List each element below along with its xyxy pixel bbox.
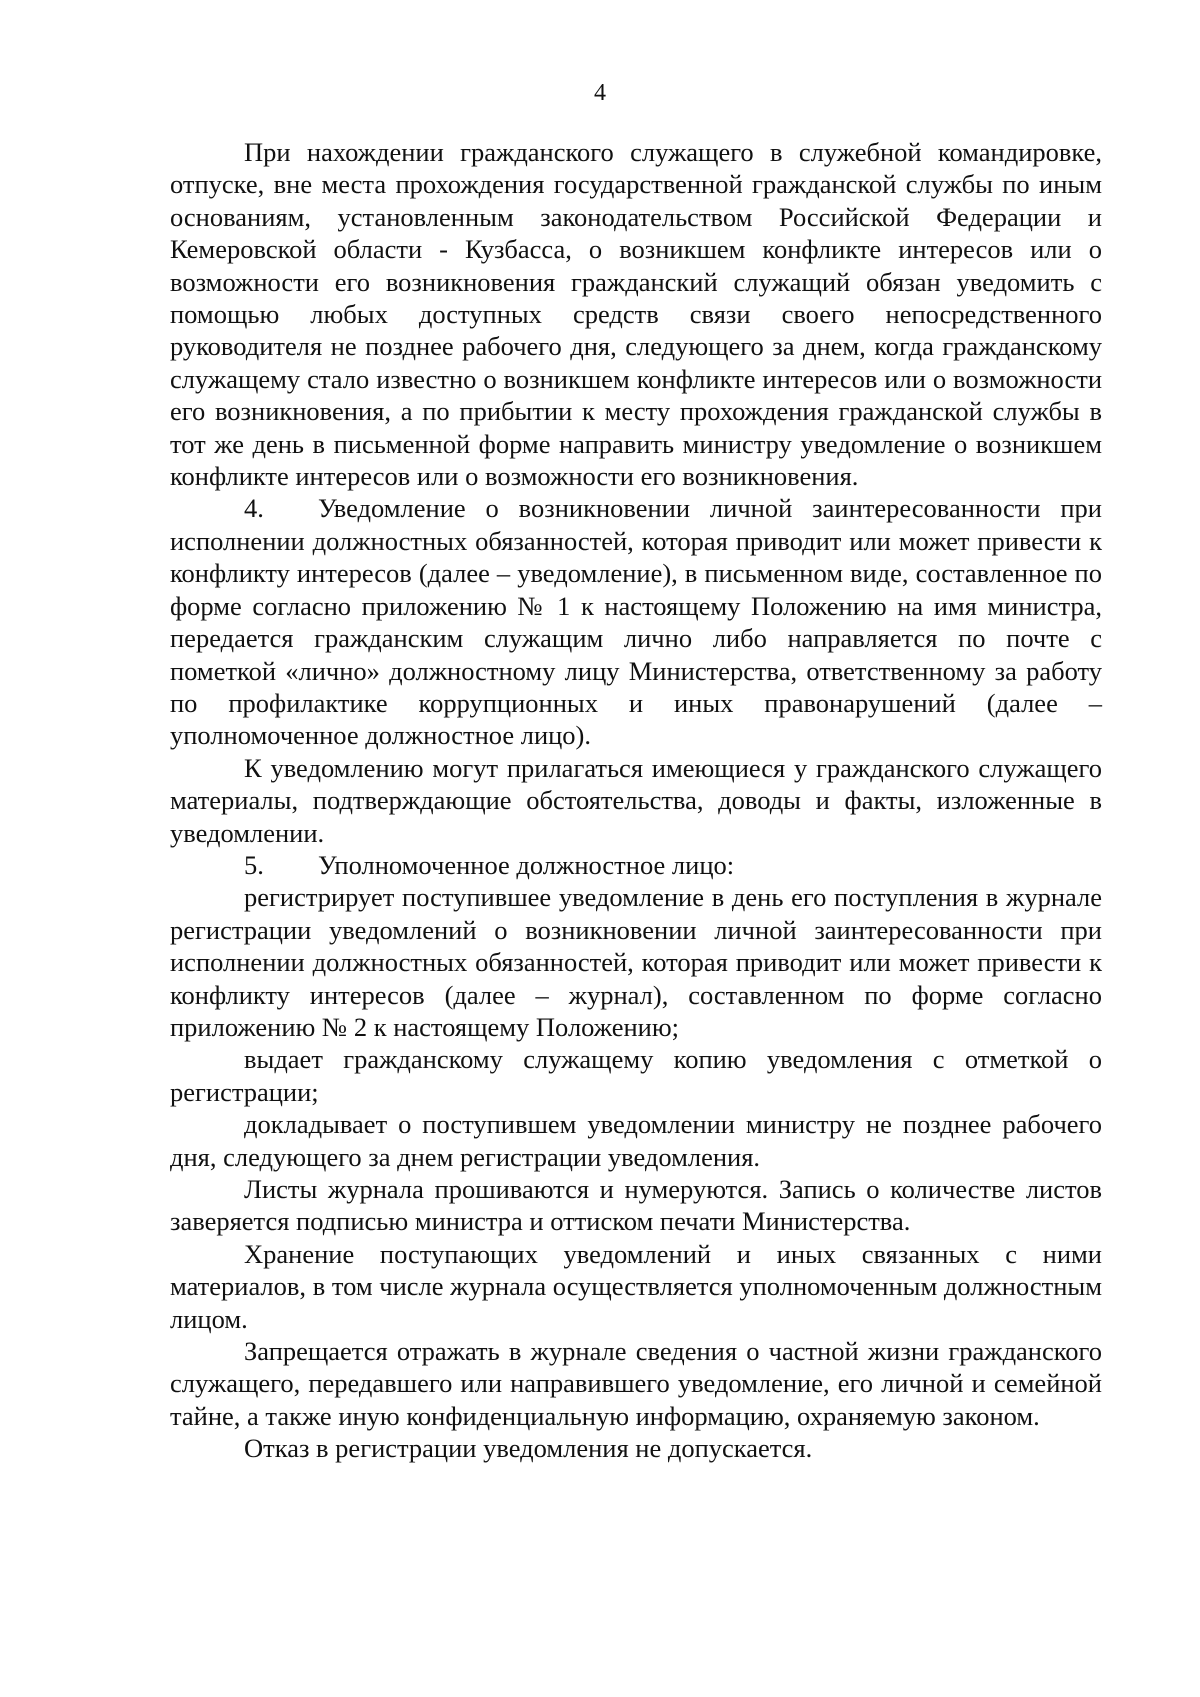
paragraph-journal-sheets: Листы журнала прошиваются и нумеруются. Запись о количестве листов заверяется подписью министра и оттиском печати Министерства. — [170, 1174, 1102, 1237]
paragraph-attachments: К уведомлению могут прилагаться имеющиеся у гражданского служащего материалы, подтверждающие обстоятельства, доводы и факты, изложенные в уведомлении. — [170, 752, 1102, 848]
document-body — [170, 136, 1102, 1465]
page-number: 4 — [594, 80, 606, 106]
paragraph-registers: регистрирует поступившее уведомление в день его поступления в журнале регистрации уведомлений о возникновении личной заинтересованности при исполнении должностных обязанностей, которая приводит или может привести к конфликту интересов (далее – журнал), составленном по форме согласно приложению № 2 к настоящему Положению; — [170, 882, 1102, 1042]
paragraph-text: Уведомление о возникновении личной заинтересованности при исполнении должностных обязанностей, которая приводит или может привести к конфликту интересов (далее – уведомление), в письменном виде, составленное по форме согласно приложению № 1 к настоящему Положению на имя министра, передается гражданским служащим лично либо направляется по почте с пометкой «лично» должностному лицу Министерства, ответственному за работу по профилактике коррупционных и иных правонарушений (далее – уполномоченное должностное лицо). — [170, 493, 1102, 751]
paragraph-text: Уполномоченное должностное лицо: — [318, 849, 735, 880]
item-number: 5. — [244, 849, 264, 880]
paragraph-issues-copy: выдает гражданскому служащему копию уведомления с отметкой о регистрации; — [170, 1044, 1102, 1107]
item-number: 4. — [244, 493, 264, 524]
paragraph-reports: докладывает о поступившем уведомлении министру не позднее рабочего дня, следующего за днем регистрации уведомления. — [170, 1109, 1102, 1172]
paragraph-item-5 — [170, 849, 1102, 881]
paragraph-no-refusal: Отказ в регистрации уведомления не допускается. — [244, 1433, 813, 1464]
paragraph-travel-notification: При нахождении гражданского служащего в служебной командировке, отпуске, вне места прохождения государственной гражданской службы по иным основаниям, установленным законодательством Российской Федерации и Кемеровской области - Кузбасса, о возникшем конфликте интересов или о возможности его возникновения гражданский служащий обязан уведомить с помощью любых доступных средств связи своего непосредственного руководителя не позднее рабочего дня, следующего за днем, когда гражданскому служащему стало известно о возникшем конфликте интересов или о возможности его возникновения, а по прибытии к месту прохождения гражданской службы в тот же день в письменной форме направить министру уведомление о возникшем конфликте интересов или о возможности его возникновения. — [170, 137, 1102, 492]
paragraph-item-4 — [170, 492, 1102, 751]
paragraph-storage: Хранение поступающих уведомлений и иных связанных с ними материалов, в том числе журнала осуществляется уполномоченным должностным лицом. — [170, 1238, 1102, 1334]
paragraph-prohibition: Запрещается отражать в журнале сведения о частной жизни гражданского служащего, передавшего или направившего уведомление, его личной и семейной тайне, а также иную конфиденциальную информацию, охраняемую законом. — [170, 1336, 1102, 1431]
